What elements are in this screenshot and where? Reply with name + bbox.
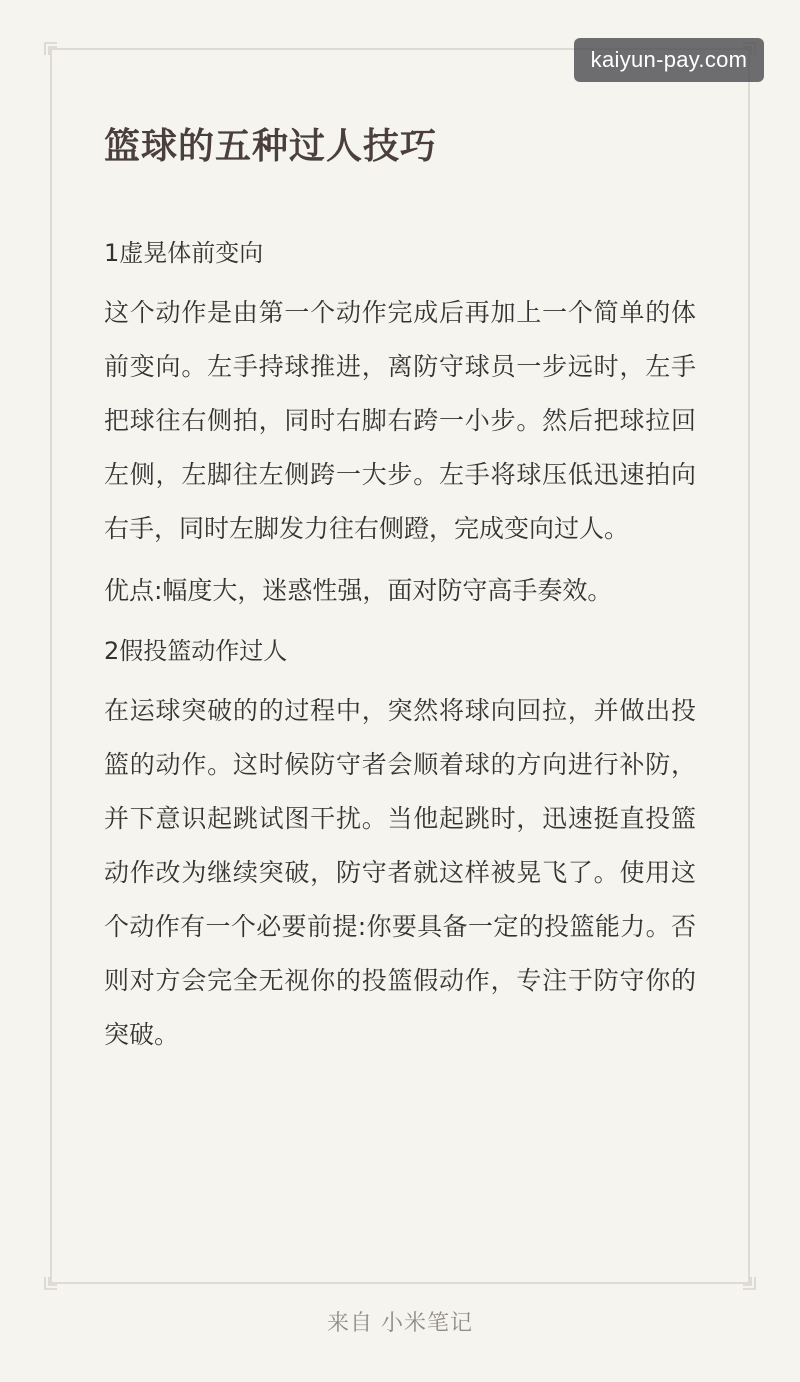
section-body: 这个动作是由第一个动作完成后再加上一个简单的体前变向。左手持球推进，离防守球员一步远时，左手把球往右侧拍，同时右脚右跨一小步。然后把球拉回左侧，左脚往左侧跨一大步。左手将球压低迅速拍向右手，同时左脚发力往右侧蹬，完成变向过人。 (104, 298, 696, 543)
section-note: 优点:幅度大，迷惑性强，面对防守高手奏效。 (104, 576, 613, 605)
page-title: 篮球的五种过人技巧 (104, 126, 438, 167)
source-footer: 来自 小米笔记 (327, 1311, 473, 1336)
corner-ornament-icon (741, 1275, 757, 1291)
section-heading: 2假投篮动作过人 (104, 637, 288, 665)
section-body: 在运球突破的的过程中，突然将球向回拉，并做出投篮的动作。这时候防守者会顺着球的方向进行补防，并下意识起跳试图干扰。当他起跳时，迅速挺直投篮动作改为继续突破，防守者就这样被晃飞了。使用这个动作有一个必要前提:你要具备一定的投篮能力。否则对方会完全无视你的投篮假动作，专注于防守你的突破。 (104, 696, 696, 1049)
corner-ornament-icon (43, 1275, 59, 1291)
corner-ornament-icon (43, 41, 59, 57)
section-heading: 1虚晃体前变向 (104, 239, 264, 267)
note-content (104, 120, 696, 1070)
watermark-badge: kaiyun-pay.com (574, 38, 764, 82)
